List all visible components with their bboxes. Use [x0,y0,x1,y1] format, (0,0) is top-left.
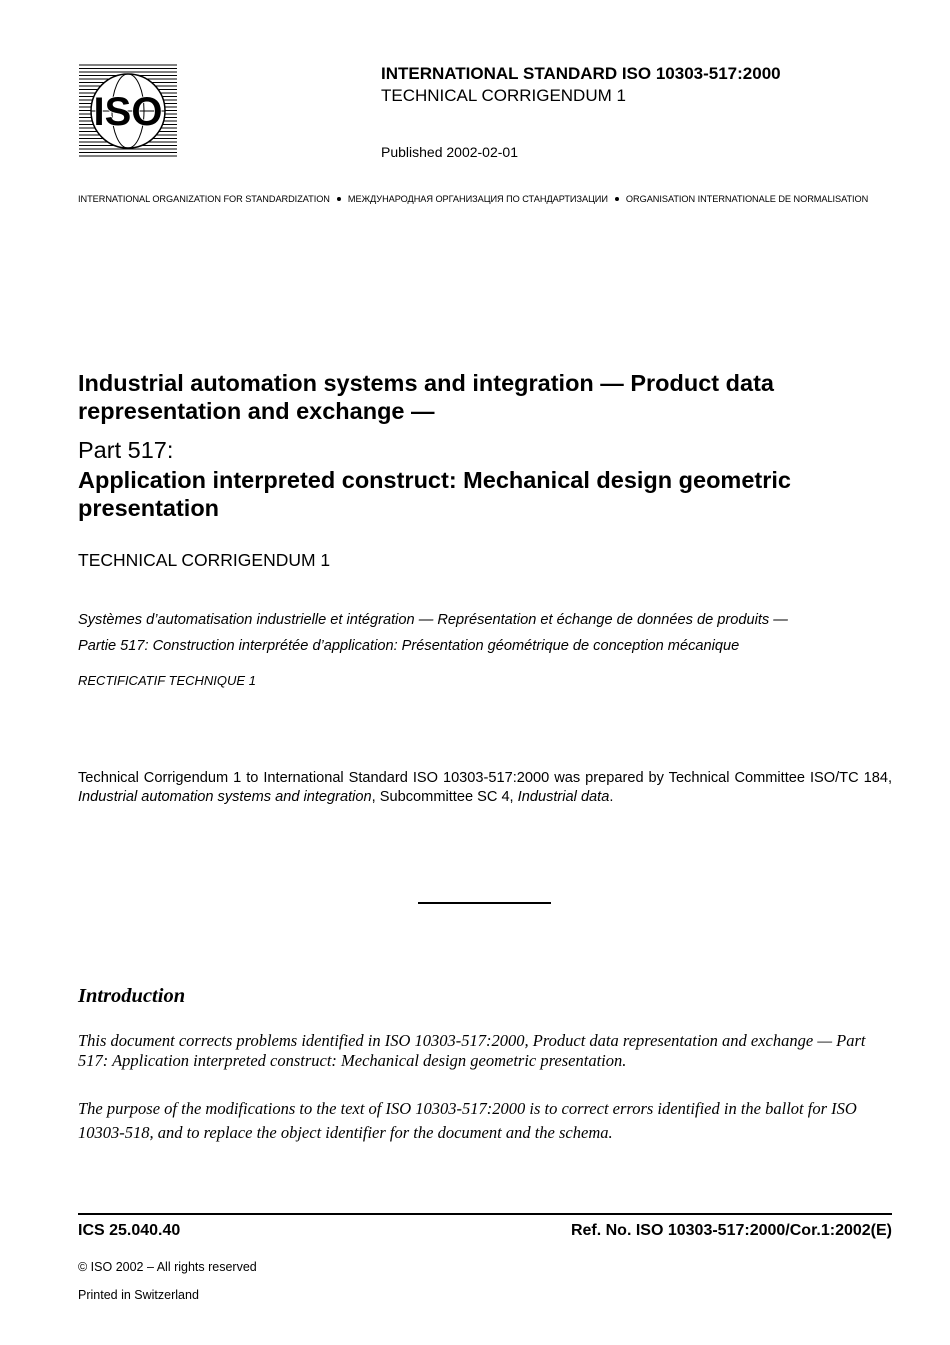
footer-rule [78,1213,892,1215]
standard-subtitle: TECHNICAL CORRIGENDUM 1 [381,86,626,105]
french-corrigendum-label: RECTIFICATIF TECHNIQUE 1 [78,673,256,688]
prep-text-before: Technical Corrigendum 1 to International Standard ISO 10303-517:2000 was prepared by Technical Committee ISO/TC 184, [78,770,892,786]
separator-rule [418,902,551,904]
ics-code: ICS 25.040.40 [78,1222,181,1239]
french-title-line-2: Partie 517: Construction interprétée d’application: Présentation géométrique de conception mécanique [78,638,740,654]
copyright-notice: © ISO 2002 – All rights reserved [78,1260,257,1274]
org-name-en: INTERNATIONAL ORGANIZATION FOR STANDARDIZATION [78,194,330,204]
printed-location: Printed in Switzerland [78,1288,199,1302]
part-title: Application interpreted construct: Mechanical design geometric presentation [78,467,791,521]
prep-text-middle: , Subcommittee SC 4, [371,789,518,805]
standard-title: INTERNATIONAL STANDARD ISO 10303-517:2000 [381,64,781,83]
published-date: Published 2002-02-01 [381,144,518,160]
preparation-statement [78,769,892,807]
committee-name: Industrial automation systems and integration [78,789,372,805]
introduction-paragraph-1: This document corrects problems identified in ISO 10303-517:2000, Product data representation and exchange — Part 517: Application interpreted construct: Mechanical design geometric presentation. [78,1031,866,1070]
introduction-heading: Introduction [78,985,186,1007]
iso-logo [79,64,177,158]
reference-number: Ref. No. ISO 10303-517:2000/Cor.1:2002(E) [570,1222,892,1239]
prep-text-after: . [609,789,614,805]
introduction-paragraph-2: The purpose of the modifications to the text of ISO 10303-517:2000 is to correct errors identified in the ballot for ISO 10303-518, and to replace the object identifier for the document and the schema. [78,1099,857,1142]
corrigendum-label: TECHNICAL CORRIGENDUM 1 [78,550,331,570]
bullet-separator [337,197,341,201]
subcommittee-name: Industrial data [517,789,610,805]
organization-names [78,193,892,205]
bullet-separator [615,197,619,201]
org-name-ru: МЕЖДУНАРОДНАЯ ОРГАНИЗАЦИЯ ПО СТАНДАРТИЗАЦИИ [347,194,608,204]
part-number: Part 517: [78,437,174,463]
iso-logo-text: ISO [93,90,163,134]
french-title-line-1: Systèmes d’automatisation industrielle et intégration — Représentation et échange de données de produits — [78,612,788,628]
org-name-fr: ORGANISATION INTERNATIONALE DE NORMALISATION [625,194,869,204]
document-main-title: Industrial automation systems and integration — Product data representation and exchange — [78,370,774,424]
